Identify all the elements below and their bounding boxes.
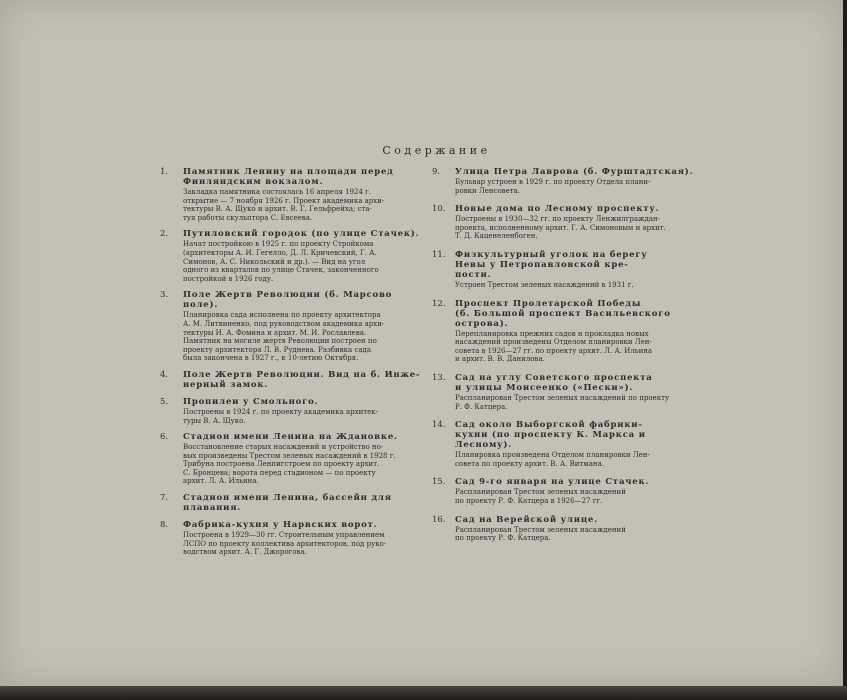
entry-description: Построены в 1924 г. по проекту академика архитек- туры В. А. Щуко.: [183, 407, 379, 425]
entry-number: 6.: [160, 432, 169, 443]
toc-entry: [160, 229, 422, 283]
entry-number: 4.: [160, 369, 169, 380]
entry-description: Распланирован Трестом зеленых насаждений по проекту Р. Ф. Катцера.: [455, 525, 626, 543]
toc-left-column: [160, 167, 422, 557]
entry-number: 15.: [432, 477, 446, 488]
entry-number: 8.: [160, 520, 169, 531]
entry-heading: Фабрика-кухня у Нарвских ворот.: [183, 520, 378, 531]
toc-entry: [432, 250, 704, 290]
entry-description: Распланирован Трестом зеленых насаждений по проекту Р. Ф. Катцера в 1926—27 гг.: [455, 488, 626, 505]
entry-number: 16.: [432, 514, 446, 525]
entry-description: Начат постройкою в 1925 г. по проекту Стройкома (архитекторы А. И. Гегелло, Д. Л. Кричевский, Г. А. Симонов, А. С. Никольский и др.). — Вид на угол одного из кварталов по улице Стачек, законченного постройкой в 1926 году.: [183, 240, 379, 283]
page-edge-shadow: [843, 0, 847, 700]
entry-description: Распланирован Трестом зеленых насаждений по проекту Р. Ф. Катцера.: [455, 393, 670, 411]
entry-heading: Поле Жертв Революции (б. Марсово поле).: [183, 290, 393, 311]
toc-entry: [432, 373, 704, 411]
entry-number: 13.: [432, 372, 446, 383]
entry-number: 14.: [432, 420, 446, 431]
entry-number: 11.: [432, 249, 446, 260]
toc-entry: [160, 520, 422, 557]
entry-heading: Памятник Ленину на площади перед Финляндским вокзалом.: [183, 167, 394, 187]
entry-description: Бульвар устроен в 1929 г. по проекту Отдела плани- ровки Ленсовета.: [455, 178, 651, 195]
entry-number: 3.: [160, 290, 169, 301]
toc-entry: [160, 370, 422, 390]
entry-heading: Стадион имени Ленина, бассейн для плавания.: [183, 493, 392, 514]
entry-number: 12.: [432, 298, 446, 309]
entry-heading: Проспект Пролетарской Победы (б. Большой проспект Васильевского острова).: [455, 298, 671, 329]
toc-entry: [432, 515, 704, 543]
toc-entry: [432, 420, 704, 468]
entry-heading: Сад на Верейской улице.: [455, 514, 598, 525]
entry-description: Планировка сада исполнена по проекту архитектора А. М. Литвиненко, под руководством академика архи- тектуры И. А. Фомина и архит. М. И. Рославлева. Памятник на могиле жертв Революции построен по проекту архитектора Л. В. Руднева. Разбивка сада была закончена в 1927 г., к 10-летию Октября.: [183, 311, 385, 363]
entry-number: 7.: [160, 493, 169, 504]
entry-heading: Сад на углу Советского проспекта и улицы Моисеенко («Пески»).: [455, 372, 653, 393]
entry-heading: Пропилеи у Смольного.: [183, 396, 319, 407]
page-bottom-edge: [0, 686, 847, 700]
entry-number: 9.: [432, 167, 441, 177]
entry-heading: Поле Жертв Революции. Вид на б. Инже- нерный замок.: [183, 369, 421, 390]
entry-number: 10.: [432, 204, 446, 215]
entry-heading: Улица Петра Лаврова (б. Фурштадтская).: [455, 167, 694, 177]
entry-description: Построена в 1929—30 гг. Строительным управлением ЛСПО по проекту коллектива архитекторов, под руко- водством архит. А. Г. Джорогова.: [183, 531, 387, 557]
entry-heading: Новые дома по Лесному проспекту.: [455, 204, 660, 215]
toc-entry: [432, 204, 704, 241]
toc-entry: [160, 493, 422, 513]
toc-entry: [160, 290, 422, 363]
toc-entry: [432, 167, 704, 195]
entry-heading: Путиловский городок (по улице Стачек).: [183, 229, 420, 240]
entry-description: Перепланировка прежних садов и прокладка новых насаждений произведены Отделом планировки Лен- совета в 1926—27 гг. по проекту архит. Л. А. Ильина и архит. В. В. Данилова.: [455, 329, 653, 364]
entry-description: Построены в 1930—32 гг. по проекту Ленжилграждан- проекта, исполненному архит. Г. А. Симоновым и архит. Т. Д. Каценеленбоген.: [455, 215, 666, 241]
entry-number: 5.: [160, 396, 169, 407]
entry-heading: Физкультурный уголок на берегу Невы у Петропавловской кре- пости.: [455, 249, 648, 280]
entry-heading: Сад около Выборгской фабрики- кухни (по проспекту К. Маркса и Лесному).: [455, 420, 646, 451]
toc-entry: [160, 167, 422, 222]
entry-description: Планировка произведена Отделом планировки Лен- совета по проекту архит. В. А. Витмана.: [455, 451, 650, 468]
toc-entry: [432, 299, 704, 364]
entry-number: 1.: [160, 167, 169, 177]
entry-description: Устроен Трестом зеленых насаждений в 1931 г.: [455, 280, 634, 289]
entry-description: Восстановление старых насаждений и устройство но- вых произведены Трестом зеленых насаждений в 1928 г. Трибуна построена Ленпигстроем по проекту архит. С. Бронцева; ворота перед стадионом — по проекту архит. Л. А. Ильина.: [183, 443, 396, 486]
entry-description: Закладка памятника состоялась 16 апреля 1924 г. открытие — 7 ноября 1926 г. Проект академика архи- тектуры В. А. Щуко и архит. В. Г. Гельфрейха; ста- туя работы скульптора С. Евсеева.: [183, 188, 385, 222]
page-title: Содержание: [382, 144, 491, 157]
toc-right-column: [432, 167, 704, 543]
toc-entry: [432, 477, 704, 505]
toc-entry: [160, 397, 422, 425]
toc-entry: [160, 432, 422, 486]
entry-number: 2.: [160, 229, 169, 240]
entry-heading: Сад 9-го января на улице Стачек.: [455, 477, 650, 488]
entry-heading: Стадион имени Ленина на Ждановке.: [183, 432, 398, 443]
